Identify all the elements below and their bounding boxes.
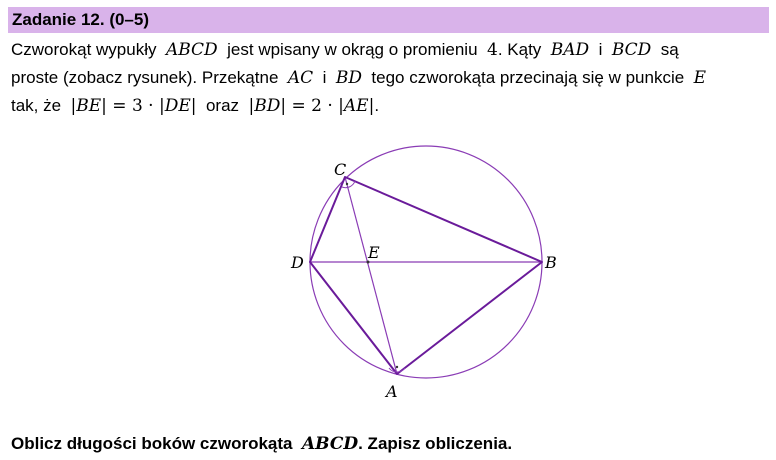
math-ae: |AE| bbox=[338, 96, 375, 116]
math-e: E bbox=[693, 68, 707, 88]
math-bcd: BCD bbox=[611, 40, 652, 60]
label-e: E bbox=[368, 243, 380, 262]
text-segment: Czworokąt wypukły bbox=[11, 40, 157, 59]
text-segment: i bbox=[322, 68, 327, 87]
text-segment: . Zapisz obliczenia. bbox=[358, 434, 513, 453]
text-segment: i bbox=[598, 40, 603, 59]
math-be: |BE| bbox=[70, 96, 107, 116]
math-abcd-bold: ABCD bbox=[301, 434, 359, 454]
math-op: = 2 · bbox=[286, 96, 339, 116]
task-instruction bbox=[11, 434, 512, 454]
text-segment: oraz bbox=[205, 96, 240, 115]
math-ac: AC bbox=[287, 68, 314, 88]
text-segment: . Kąty bbox=[497, 40, 542, 59]
math-abcd: ABCD bbox=[165, 40, 218, 60]
text-segment: są bbox=[660, 40, 679, 59]
math-de: |DE| bbox=[159, 96, 197, 116]
text-segment: tak, że bbox=[11, 96, 62, 115]
diagonal-ac bbox=[345, 177, 397, 374]
math-bad: BAD bbox=[550, 40, 590, 60]
math-radius: 4 bbox=[487, 40, 498, 60]
math-bd-len: |BD| bbox=[248, 96, 287, 116]
math-op: = 3 · bbox=[106, 96, 159, 116]
right-angle-dot-a bbox=[396, 366, 398, 368]
text-segment: . bbox=[374, 96, 380, 115]
text-segment: tego czworokąta przecinają się w punkcie bbox=[371, 68, 685, 87]
text-segment: jest wpisany w okrąg o promieniu bbox=[227, 40, 478, 59]
label-d: D bbox=[291, 253, 304, 272]
math-bd: BD bbox=[335, 68, 362, 88]
label-c: C bbox=[334, 160, 347, 179]
label-a: A bbox=[386, 382, 398, 401]
text-segment: Oblicz długości boków czworokąta bbox=[11, 434, 293, 453]
text-segment: proste (zobacz rysunek). Przekątne bbox=[11, 68, 279, 87]
right-angle-dot-c bbox=[346, 183, 348, 185]
task-title: Zadanie 12. (0–5) bbox=[12, 10, 150, 29]
label-b: B bbox=[545, 253, 557, 272]
